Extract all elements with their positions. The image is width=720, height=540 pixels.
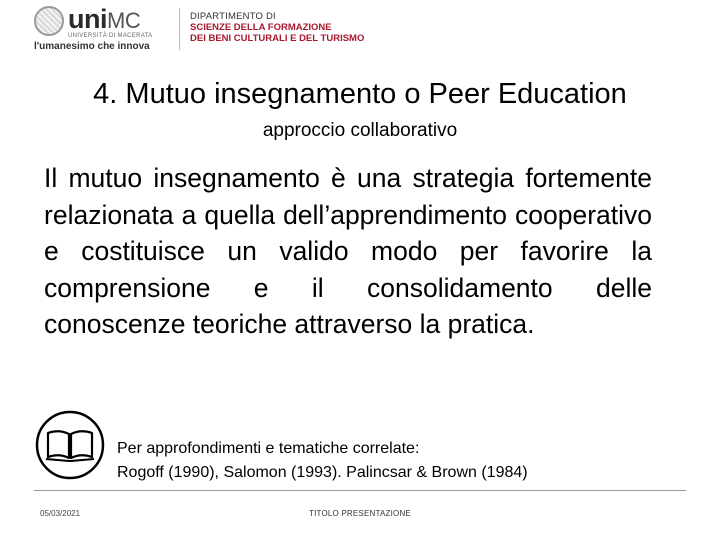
slide-title: 4. Mutuo insegnamento o Peer Education	[93, 78, 627, 110]
university-logo	[34, 6, 164, 52]
logo-university-name: UNIVERSITÀ DI MACERATA	[68, 33, 153, 39]
logo-tagline: l'umanesimo che innova	[34, 41, 150, 52]
header-divider	[179, 8, 180, 50]
logo-wordmark-mc: MC	[107, 8, 141, 33]
references-list: Rogoff (1990), Salomon (1993). Palincsar & Brown (1984)	[117, 464, 528, 481]
department-line-2: SCIENZE DELLA FORMAZIONE	[190, 22, 332, 33]
logo-wordmark-uni: uni	[68, 4, 107, 34]
logo-wordmark	[68, 4, 140, 35]
department-line-3: DEI BENI CULTURALI E DEL TURISMO	[190, 33, 365, 44]
book-icon	[34, 409, 106, 481]
footer-date: 05/03/2021	[40, 509, 81, 518]
footer-rule	[34, 490, 686, 491]
department-name	[190, 11, 364, 44]
references-intro: Per approfondimenti e tematiche correlate:	[117, 440, 420, 457]
references	[117, 437, 528, 485]
slide-subtitle: approccio collaborativo	[262, 120, 458, 141]
university-seal-icon	[34, 6, 64, 36]
slide-body-text: Il mutuo insegnamento è una strategia fortemente relazionata a quella dell’apprendimento cooperativo e costituisce un valido modo per favorire la comprensione e il consolidamento delle conoscenze teoriche attraverso la pratica.	[44, 163, 652, 339]
department-line-1: DIPARTIMENTO DI	[190, 11, 276, 22]
footer-presentation-title: TITOLO PRESENTAZIONE	[309, 509, 411, 518]
